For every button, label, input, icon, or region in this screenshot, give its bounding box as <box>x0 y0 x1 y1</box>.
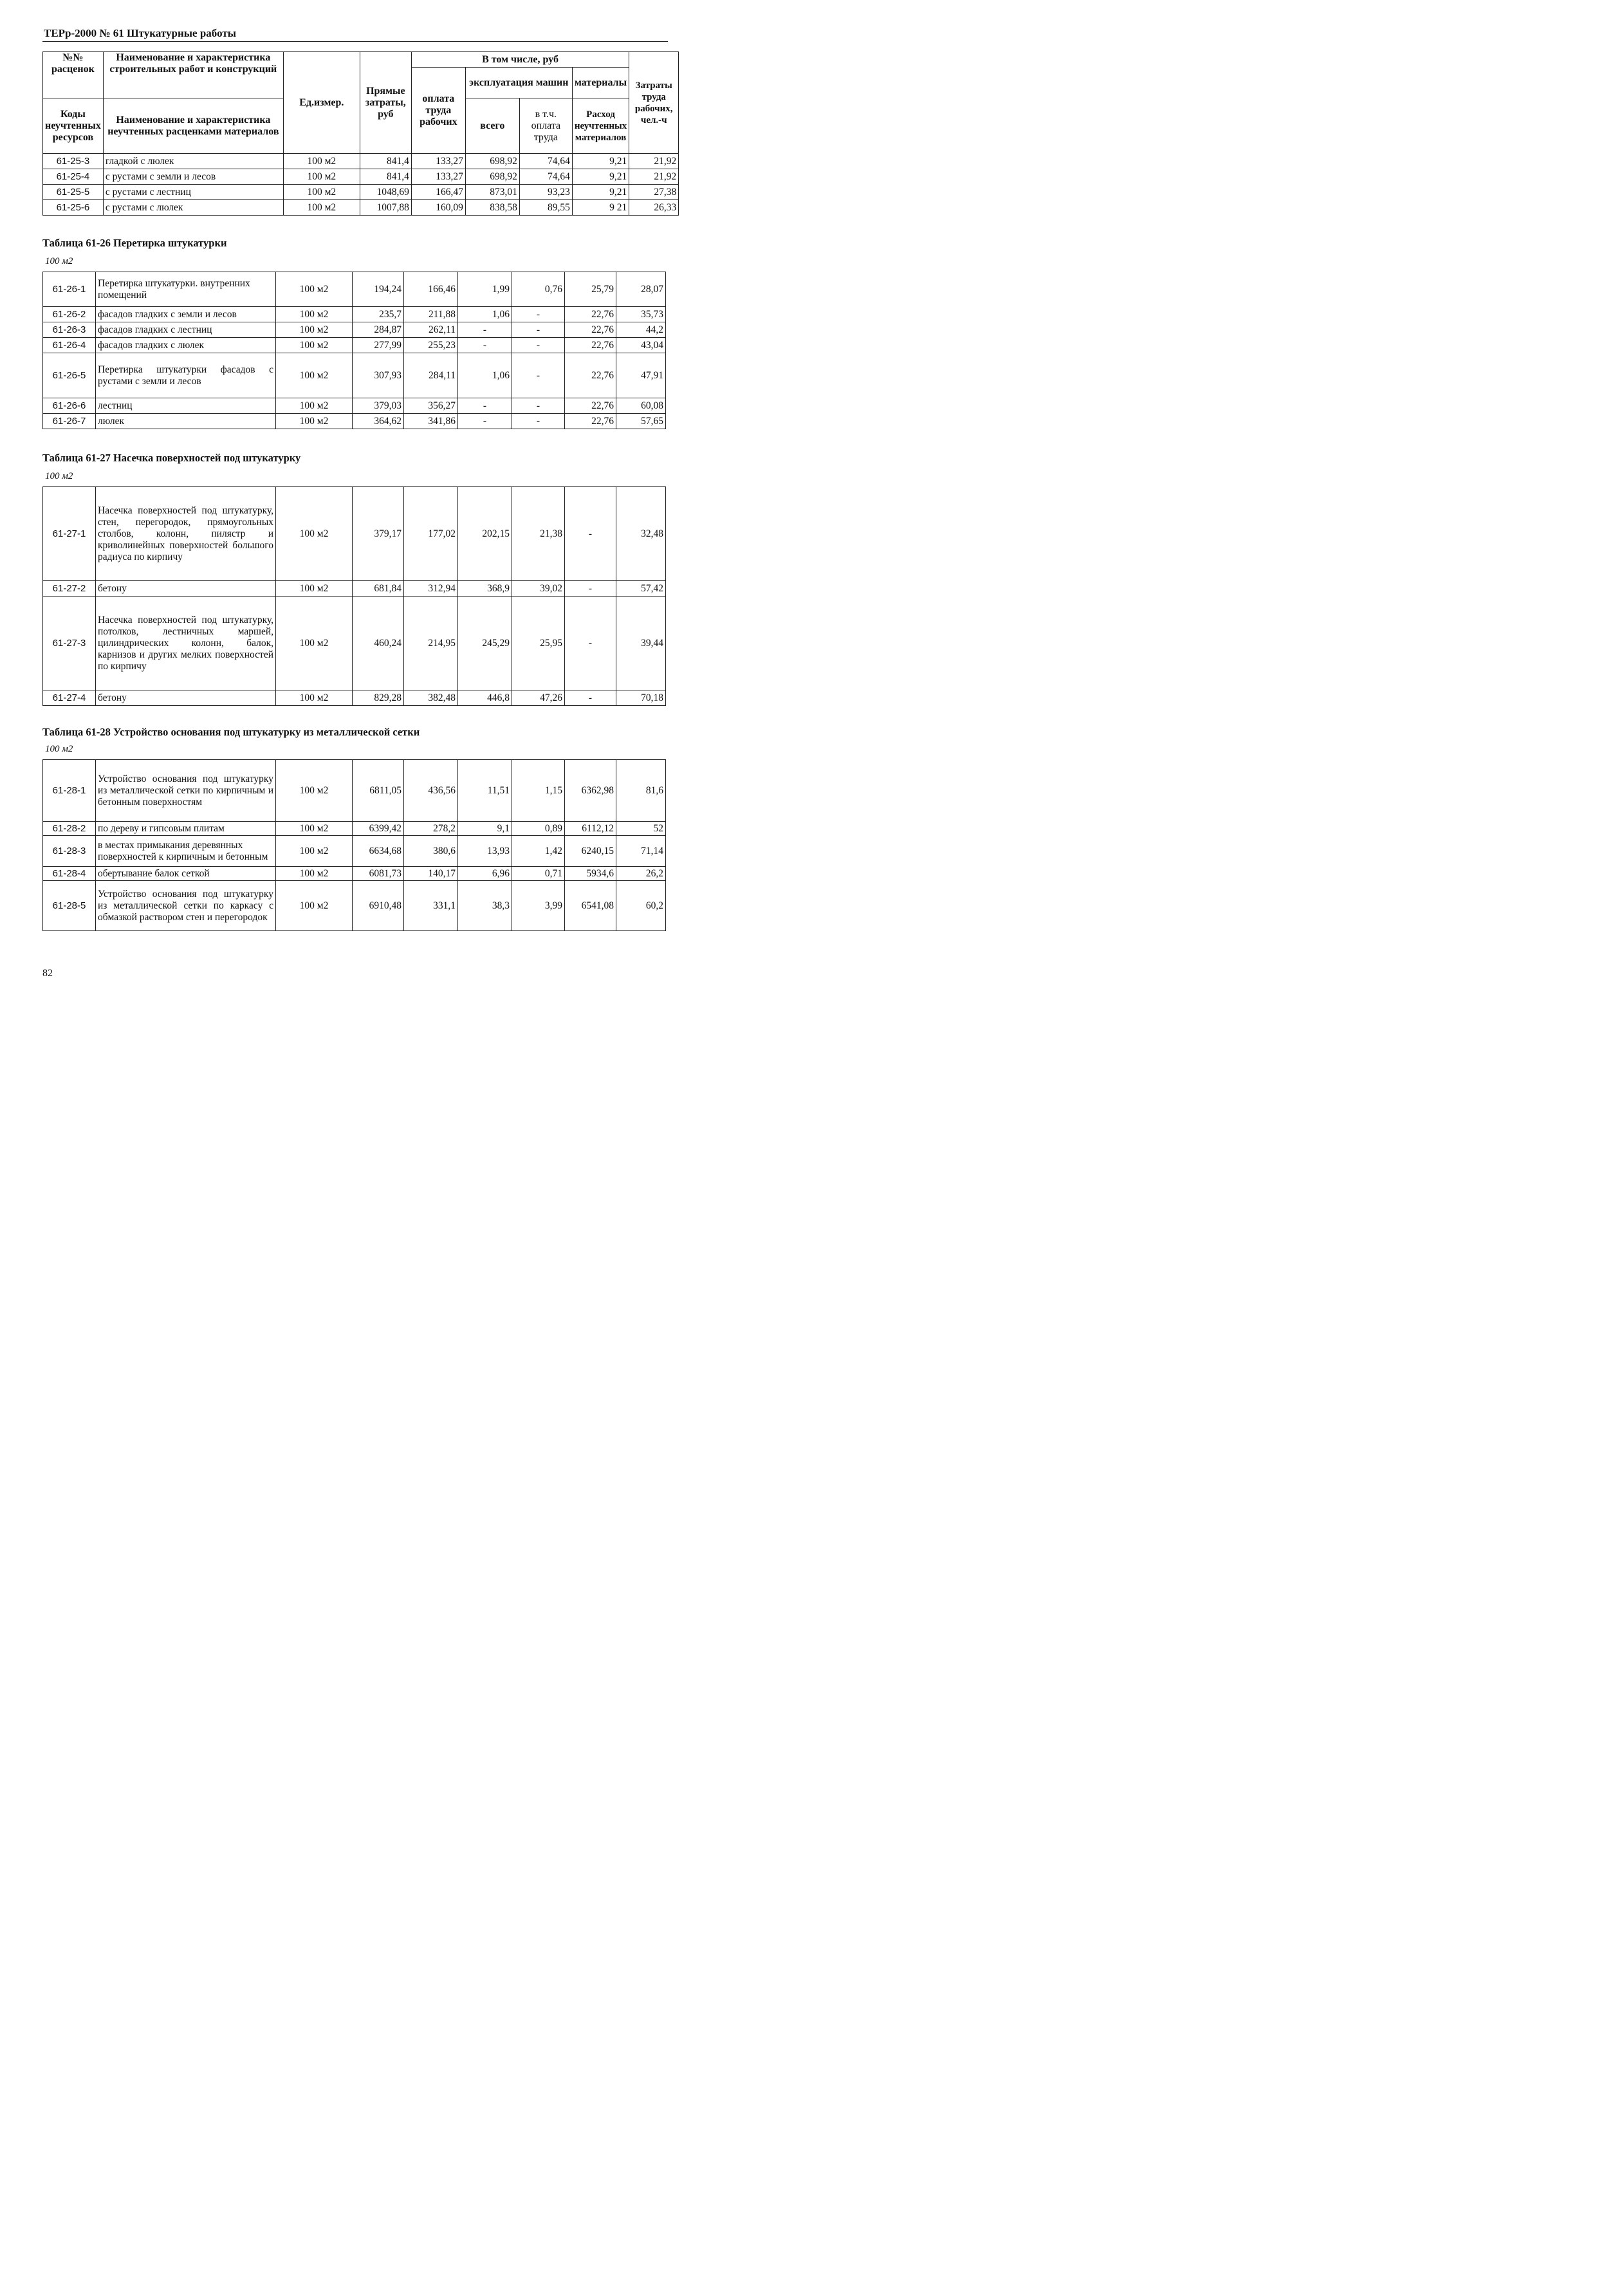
cell-machines-total: 838,58 <box>465 200 519 216</box>
cell-labor-hours: 21,92 <box>629 169 679 185</box>
cell-machines-total: 245,29 <box>458 597 512 690</box>
table-61-27-title: Таблица 61-27 Насечка поверхностей под штукатурку <box>42 452 301 464</box>
cell-worker-wages: 356,27 <box>404 398 458 414</box>
cell-worker-wages: 278,2 <box>404 822 458 836</box>
header-divider <box>42 41 668 42</box>
header-labor: Затраты труда рабочих, чел.-ч <box>629 52 679 154</box>
cell-machine-operator-wages: 0,89 <box>512 822 565 836</box>
cell-labor-hours: 26,33 <box>629 200 679 216</box>
cell-work-name: Насечка поверхностей под штукатурку, потолков, лестничных маршей, цилиндрических колонн, балок, карнизов и других мелких поверхностей по кирпичу <box>96 597 276 690</box>
header-unit: Ед.измер. <box>283 52 360 154</box>
cell-rate-code: 61-25-4 <box>43 169 104 185</box>
cell-worker-wages: 160,09 <box>411 200 465 216</box>
cell-machines-total: 6,96 <box>458 867 512 881</box>
rates-table-61-27 <box>42 486 666 706</box>
table-row <box>43 597 666 690</box>
cell-materials: 22,76 <box>565 307 616 322</box>
table-row <box>43 836 666 867</box>
cell-labor-hours: 26,2 <box>616 867 666 881</box>
cell-direct-costs: 6811,05 <box>353 760 404 822</box>
cell-direct-costs: 841,4 <box>360 169 411 185</box>
cell-work-name: с рустами с лестниц <box>103 185 283 200</box>
cell-machines-total: - <box>458 322 512 338</box>
cell-work-name: люлек <box>96 414 276 429</box>
cell-direct-costs: 1048,69 <box>360 185 411 200</box>
cell-labor-hours: 57,65 <box>616 414 666 429</box>
cell-rate-code: 61-26-4 <box>43 338 96 353</box>
cell-materials: 6362,98 <box>565 760 616 822</box>
cell-worker-wages: 166,47 <box>411 185 465 200</box>
header-including: В том числе, руб <box>411 52 629 68</box>
cell-materials: - <box>565 487 616 581</box>
cell-labor-hours: 52 <box>616 822 666 836</box>
cell-machine-operator-wages: 74,64 <box>519 154 572 169</box>
table-61-28-title: Таблица 61-28 Устройство основания под штукатурку из металлической сетки <box>42 726 420 738</box>
cell-machine-operator-wages: 21,38 <box>512 487 565 581</box>
cell-direct-costs: 379,03 <box>353 398 404 414</box>
cell-worker-wages: 312,94 <box>404 581 458 597</box>
cell-unit-of-measure: 100 м2 <box>276 760 353 822</box>
cell-work-name: бетону <box>96 581 276 597</box>
table-row <box>43 581 666 597</box>
cell-direct-costs: 841,4 <box>360 154 411 169</box>
cell-materials: 6541,08 <box>565 881 616 931</box>
cell-materials: 9 21 <box>572 200 629 216</box>
cell-machine-operator-wages: - <box>512 353 565 398</box>
cell-labor-hours: 27,38 <box>629 185 679 200</box>
cell-machines-total: 873,01 <box>465 185 519 200</box>
header-code-bottom: Коды неучтенных ресурсов <box>43 98 104 154</box>
cell-worker-wages: 133,27 <box>411 169 465 185</box>
cell-unit-of-measure: 100 м2 <box>276 272 353 307</box>
cell-rate-code: 61-27-3 <box>43 597 96 690</box>
cell-worker-wages: 262,11 <box>404 322 458 338</box>
cell-machine-operator-wages: 47,26 <box>512 690 565 706</box>
cell-materials: - <box>565 690 616 706</box>
cell-work-name: бетону <box>96 690 276 706</box>
cell-unit-of-measure: 100 м2 <box>276 487 353 581</box>
cell-rate-code: 61-25-5 <box>43 185 104 200</box>
cell-worker-wages: 140,17 <box>404 867 458 881</box>
cell-materials: 22,76 <box>565 353 616 398</box>
cell-machines-total: 1,99 <box>458 272 512 307</box>
cell-work-name: по дереву и гипсовым плитам <box>96 822 276 836</box>
cell-work-name: Перетирка штукатурки фасадов с рустами с земли и лесов <box>96 353 276 398</box>
header-machines-wages: в т.ч. оплата труда <box>519 98 572 154</box>
cell-machine-operator-wages: 25,95 <box>512 597 565 690</box>
rates-table-61-25 <box>42 51 679 216</box>
cell-machine-operator-wages: - <box>512 307 565 322</box>
cell-materials: 22,76 <box>565 322 616 338</box>
cell-labor-hours: 57,42 <box>616 581 666 597</box>
header-materials-unaccounted: Расход неучтенных материалов <box>572 98 629 154</box>
cell-direct-costs: 6399,42 <box>353 822 404 836</box>
cell-worker-wages: 341,86 <box>404 414 458 429</box>
rates-table-61-28 <box>42 759 666 931</box>
cell-labor-hours: 71,14 <box>616 836 666 867</box>
cell-worker-wages: 211,88 <box>404 307 458 322</box>
cell-worker-wages: 177,02 <box>404 487 458 581</box>
table-61-26-unit: 100 м2 <box>45 256 73 266</box>
cell-work-name: в местах примыкания деревянных поверхностей к кирпичным и бетонным <box>96 836 276 867</box>
cell-machine-operator-wages: 89,55 <box>519 200 572 216</box>
cell-materials: 22,76 <box>565 398 616 414</box>
cell-materials: 9,21 <box>572 154 629 169</box>
cell-labor-hours: 43,04 <box>616 338 666 353</box>
cell-materials: 25,79 <box>565 272 616 307</box>
table-row <box>43 200 679 216</box>
cell-machines-total: 202,15 <box>458 487 512 581</box>
cell-machine-operator-wages: 93,23 <box>519 185 572 200</box>
cell-work-name: Перетирка штукатурки. внутренних помещений <box>96 272 276 307</box>
cell-labor-hours: 60,2 <box>616 881 666 931</box>
cell-direct-costs: 1007,88 <box>360 200 411 216</box>
cell-direct-costs: 6634,68 <box>353 836 404 867</box>
cell-direct-costs: 194,24 <box>353 272 404 307</box>
cell-materials: 6240,15 <box>565 836 616 867</box>
cell-machines-total: - <box>458 414 512 429</box>
cell-unit-of-measure: 100 м2 <box>283 185 360 200</box>
table-row <box>43 398 666 414</box>
header-machines-total: всего <box>465 98 519 154</box>
cell-rate-code: 61-26-5 <box>43 353 96 398</box>
cell-materials: 22,76 <box>565 338 616 353</box>
cell-machine-operator-wages: 1,15 <box>512 760 565 822</box>
cell-machines-total: 9,1 <box>458 822 512 836</box>
cell-direct-costs: 235,7 <box>353 307 404 322</box>
cell-rate-code: 61-28-3 <box>43 836 96 867</box>
cell-materials: - <box>565 581 616 597</box>
cell-work-name: лестниц <box>96 398 276 414</box>
cell-labor-hours: 28,07 <box>616 272 666 307</box>
table-row <box>43 822 666 836</box>
rates-table-61-26 <box>42 272 666 429</box>
header-code-top: №№ расценок <box>43 52 104 98</box>
cell-machines-total: 13,93 <box>458 836 512 867</box>
cell-worker-wages: 166,46 <box>404 272 458 307</box>
cell-worker-wages: 380,6 <box>404 836 458 867</box>
cell-direct-costs: 307,93 <box>353 353 404 398</box>
page-number: 82 <box>42 968 53 979</box>
cell-direct-costs: 460,24 <box>353 597 404 690</box>
cell-materials: 9,21 <box>572 185 629 200</box>
cell-labor-hours: 81,6 <box>616 760 666 822</box>
cell-direct-costs: 284,87 <box>353 322 404 338</box>
cell-unit-of-measure: 100 м2 <box>276 836 353 867</box>
cell-unit-of-measure: 100 м2 <box>276 881 353 931</box>
cell-work-name: с рустами с земли и лесов <box>103 169 283 185</box>
page-header: ТЕРр-2000 № 61 Штукатурные работы <box>44 27 236 39</box>
cell-unit-of-measure: 100 м2 <box>276 597 353 690</box>
cell-machines-total: 1,06 <box>458 307 512 322</box>
table-row <box>43 185 679 200</box>
cell-labor-hours: 39,44 <box>616 597 666 690</box>
cell-worker-wages: 133,27 <box>411 154 465 169</box>
cell-unit-of-measure: 100 м2 <box>283 200 360 216</box>
cell-unit-of-measure: 100 м2 <box>276 581 353 597</box>
cell-rate-code: 61-26-6 <box>43 398 96 414</box>
cell-unit-of-measure: 100 м2 <box>283 169 360 185</box>
table-row <box>43 154 679 169</box>
header-materials: материалы <box>572 68 629 98</box>
cell-rate-code: 61-28-2 <box>43 822 96 836</box>
cell-worker-wages: 284,11 <box>404 353 458 398</box>
cell-labor-hours: 70,18 <box>616 690 666 706</box>
cell-unit-of-measure: 100 м2 <box>276 867 353 881</box>
cell-work-name: фасадов гладких с лестниц <box>96 322 276 338</box>
table-row <box>43 353 666 398</box>
cell-worker-wages: 255,23 <box>404 338 458 353</box>
cell-machine-operator-wages: 0,76 <box>512 272 565 307</box>
cell-rate-code: 61-25-3 <box>43 154 104 169</box>
cell-worker-wages: 382,48 <box>404 690 458 706</box>
cell-labor-hours: 47,91 <box>616 353 666 398</box>
cell-machines-total: 698,92 <box>465 154 519 169</box>
cell-work-name: фасадов гладких с земли и лесов <box>96 307 276 322</box>
cell-machines-total: - <box>458 398 512 414</box>
cell-machine-operator-wages: - <box>512 414 565 429</box>
cell-worker-wages: 436,56 <box>404 760 458 822</box>
table-row <box>43 881 666 931</box>
header-machines: эксплуатация машин <box>465 68 572 98</box>
cell-rate-code: 61-26-7 <box>43 414 96 429</box>
cell-machines-total: 11,51 <box>458 760 512 822</box>
cell-labor-hours: 35,73 <box>616 307 666 322</box>
cell-unit-of-measure: 100 м2 <box>276 322 353 338</box>
table-row <box>43 322 666 338</box>
cell-direct-costs: 277,99 <box>353 338 404 353</box>
cell-rate-code: 61-28-5 <box>43 881 96 931</box>
cell-machine-operator-wages: - <box>512 338 565 353</box>
table-row <box>43 487 666 581</box>
header-name-bottom: Наименование и характеристика неучтенных расценками материалов <box>103 98 283 154</box>
cell-rate-code: 61-27-4 <box>43 690 96 706</box>
cell-unit-of-measure: 100 м2 <box>276 307 353 322</box>
cell-work-name: обертывание балок сеткой <box>96 867 276 881</box>
cell-rate-code: 61-27-2 <box>43 581 96 597</box>
cell-machine-operator-wages: - <box>512 398 565 414</box>
table-row <box>43 414 666 429</box>
cell-machines-total: 368,9 <box>458 581 512 597</box>
cell-materials: 22,76 <box>565 414 616 429</box>
cell-labor-hours: 60,08 <box>616 398 666 414</box>
cell-labor-hours: 32,48 <box>616 487 666 581</box>
cell-unit-of-measure: 100 м2 <box>283 154 360 169</box>
cell-machine-operator-wages: 39,02 <box>512 581 565 597</box>
cell-work-name: гладкой с люлек <box>103 154 283 169</box>
cell-materials: - <box>565 597 616 690</box>
cell-work-name: Насечка поверхностей под штукатурку, стен, перегородок, прямоугольных столбов, колонн, пилястр и криволинейных поверхностей большого радиуса по кирпичу <box>96 487 276 581</box>
cell-unit-of-measure: 100 м2 <box>276 414 353 429</box>
cell-machine-operator-wages: 74,64 <box>519 169 572 185</box>
cell-worker-wages: 214,95 <box>404 597 458 690</box>
cell-machines-total: - <box>458 338 512 353</box>
cell-direct-costs: 829,28 <box>353 690 404 706</box>
cell-unit-of-measure: 100 м2 <box>276 690 353 706</box>
table-61-26-title: Таблица 61-26 Перетирка штукатурки <box>42 237 227 249</box>
table-row <box>43 690 666 706</box>
cell-unit-of-measure: 100 м2 <box>276 353 353 398</box>
cell-work-name: с рустами с люлек <box>103 200 283 216</box>
cell-machine-operator-wages: - <box>512 322 565 338</box>
cell-direct-costs: 6081,73 <box>353 867 404 881</box>
header-wages: оплата труда рабочих <box>411 68 465 154</box>
cell-rate-code: 61-28-4 <box>43 867 96 881</box>
cell-unit-of-measure: 100 м2 <box>276 822 353 836</box>
table-row <box>43 307 666 322</box>
cell-machines-total: 38,3 <box>458 881 512 931</box>
cell-machines-total: 446,8 <box>458 690 512 706</box>
cell-direct-costs: 379,17 <box>353 487 404 581</box>
cell-materials: 9,21 <box>572 169 629 185</box>
cell-direct-costs: 681,84 <box>353 581 404 597</box>
table-61-28-unit: 100 м2 <box>45 744 73 754</box>
cell-labor-hours: 44,2 <box>616 322 666 338</box>
cell-machine-operator-wages: 1,42 <box>512 836 565 867</box>
cell-rate-code: 61-25-6 <box>43 200 104 216</box>
cell-materials: 6112,12 <box>565 822 616 836</box>
cell-rate-code: 61-27-1 <box>43 487 96 581</box>
table-61-27-unit: 100 м2 <box>45 471 73 481</box>
cell-unit-of-measure: 100 м2 <box>276 338 353 353</box>
cell-unit-of-measure: 100 м2 <box>276 398 353 414</box>
cell-machine-operator-wages: 0,71 <box>512 867 565 881</box>
table-row <box>43 760 666 822</box>
table-row <box>43 169 679 185</box>
cell-materials: 5934,6 <box>565 867 616 881</box>
cell-worker-wages: 331,1 <box>404 881 458 931</box>
table-row <box>43 338 666 353</box>
cell-rate-code: 61-26-3 <box>43 322 96 338</box>
cell-direct-costs: 364,62 <box>353 414 404 429</box>
cell-rate-code: 61-28-1 <box>43 760 96 822</box>
cell-machine-operator-wages: 3,99 <box>512 881 565 931</box>
cell-work-name: Устройство основания под штукатурку из металлической сетки по кирпичным и бетонным поверхностям <box>96 760 276 822</box>
cell-work-name: фасадов гладких с люлек <box>96 338 276 353</box>
cell-work-name: Устройство основания под штукатурку из металлической сетки по каркасу с обмазкой раствором стен и перегородок <box>96 881 276 931</box>
cell-labor-hours: 21,92 <box>629 154 679 169</box>
table-row <box>43 867 666 881</box>
cell-machines-total: 1,06 <box>458 353 512 398</box>
cell-rate-code: 61-26-1 <box>43 272 96 307</box>
cell-machines-total: 698,92 <box>465 169 519 185</box>
header-name-top: Наименование и характеристика строительных работ и конструкций <box>103 52 283 98</box>
cell-direct-costs: 6910,48 <box>353 881 404 931</box>
cell-rate-code: 61-26-2 <box>43 307 96 322</box>
table-row <box>43 272 666 307</box>
header-direct-costs: Прямые затраты, руб <box>360 52 411 154</box>
